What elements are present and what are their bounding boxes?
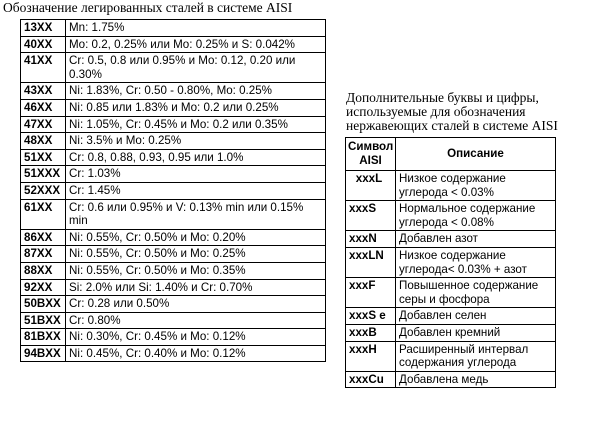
aisi-symbol-cell: xxxH [346,341,396,371]
stainless-suffix-table-body [346,171,556,388]
composition-cell: Cr: 0.6 или 0.95% и V: 0.13% min или 0.15% min [66,199,326,229]
steel-code-cell: 51XXX [21,166,66,183]
table-row [21,279,326,296]
table-row [346,231,556,248]
steel-code-cell: 81BXX [21,329,66,346]
steel-code-cell: 51BXX [21,312,66,329]
stainless-suffix-header-row [346,138,556,171]
left-table-title: Обозначение легированных сталей в системе AISI [3,0,293,15]
composition-cell: Ni: 0.30%, Cr: 0.45% и Mo: 0.12% [66,329,326,346]
table-row [346,341,556,371]
composition-cell: Cr: 1.03% [66,166,326,183]
composition-cell: Cr: 0.28 или 0.50% [66,296,326,313]
suffix-description-cell: Низкое содержание углерода< 0.03% + азот [396,247,556,277]
table-row [21,229,326,246]
table-row [346,308,556,325]
steel-code-cell: 87XX [21,246,66,263]
steel-code-cell: 50BXX [21,296,66,313]
suffix-description-cell: Добавлена медь [396,371,556,388]
aisi-symbol-cell: xxxB [346,324,396,341]
table-row [21,312,326,329]
steel-code-cell: 88XX [21,262,66,279]
suffix-description-cell: Повышенное содержание серы и фосфора [396,278,556,308]
suffix-description-cell: Нормальное содержание углерода < 0.08% [396,201,556,231]
table-row [21,182,326,199]
aisi-symbol-cell: xxxF [346,278,396,308]
steel-code-cell: 47XX [21,116,66,133]
description-column-header: Описание [396,138,556,171]
table-row [21,20,326,37]
table-row [21,133,326,150]
suffix-description-cell: Добавлен кремний [396,324,556,341]
composition-cell: Ni: 0.85 или 1.83% и Mo: 0.2 или 0.25% [66,99,326,116]
steel-code-cell: 61XX [21,199,66,229]
stainless-suffix-table [345,137,556,388]
aisi-symbol-cell: xxxS [346,201,396,231]
steel-code-cell: 51XX [21,149,66,166]
alloy-steel-table-body [21,20,326,362]
composition-cell: Mn: 1.75% [66,20,326,37]
alloy-steel-table [20,19,326,362]
composition-cell: Ni: 1.05%, Cr: 0.45% и Mo: 0.2 или 0.35% [66,116,326,133]
composition-cell: Ni: 0.45%, Cr: 0.40% и Mo: 0.12% [66,345,326,362]
table-row [21,329,326,346]
table-row [21,345,326,362]
table-row [21,199,326,229]
table-row [21,53,326,83]
table-row [346,247,556,277]
table-row [346,201,556,231]
table-row [21,296,326,313]
composition-cell: Cr: 0.80% [66,312,326,329]
composition-cell: Mo: 0.2, 0.25% или Mo: 0.25% и S: 0.042% [66,36,326,53]
composition-cell: Ni: 3.5% и Mo: 0.25% [66,133,326,150]
table-row [21,262,326,279]
composition-cell: Ni: 0.55%, Cr: 0.50% и Mo: 0.20% [66,229,326,246]
table-row [346,171,556,201]
suffix-description-cell: Низкое содержание углерода < 0.03% [396,171,556,201]
steel-code-cell: 94BXX [21,345,66,362]
steel-code-cell: 46XX [21,99,66,116]
steel-code-cell: 52XXX [21,182,66,199]
suffix-description-cell: Добавлен селен [396,308,556,325]
table-row [21,166,326,183]
table-row [21,116,326,133]
aisi-symbol-cell: xxxL [346,171,396,201]
right-table-title: Дополнительные буквы и цифры, используемые для обозначения нержавеющих сталей в системе AISI [346,90,558,134]
aisi-symbol-cell: xxxCu [346,371,396,388]
composition-cell: Cr: 1.45% [66,182,326,199]
aisi-symbol-cell: xxxLN [346,247,396,277]
steel-code-cell: 41XX [21,53,66,83]
steel-code-cell: 92XX [21,279,66,296]
aisi-symbol-cell: xxxN [346,231,396,248]
composition-cell: Ni: 0.55%, Cr: 0.50% и Mo: 0.35% [66,262,326,279]
aisi-symbol-cell: xxxS e [346,308,396,325]
composition-cell: Si: 2.0% или Si: 1.40% и Cr: 0.70% [66,279,326,296]
composition-cell: Cr: 0.8, 0.88, 0.93, 0.95 или 1.0% [66,149,326,166]
composition-cell: Cr: 0.5, 0.8 или 0.95% и Mo: 0.12, 0.20 или 0.30% [66,53,326,83]
steel-code-cell: 40XX [21,36,66,53]
table-row [21,83,326,100]
table-row [346,324,556,341]
table-row [21,149,326,166]
composition-cell: Ni: 1.83%, Cr: 0.50 - 0.80%, Mo: 0.25% [66,83,326,100]
table-row [346,371,556,388]
suffix-description-cell: Расширенный интервал содержания углерода [396,341,556,371]
table-row [21,36,326,53]
composition-cell: Ni: 0.55%, Cr: 0.50% и Mo: 0.25% [66,246,326,263]
steel-code-cell: 48XX [21,133,66,150]
steel-code-cell: 86XX [21,229,66,246]
table-row [21,99,326,116]
table-row [21,246,326,263]
steel-code-cell: 43XX [21,83,66,100]
suffix-description-cell: Добавлен азот [396,231,556,248]
steel-code-cell: 13XX [21,20,66,37]
table-row [346,278,556,308]
symbol-column-header: Символ AISI [346,138,396,171]
